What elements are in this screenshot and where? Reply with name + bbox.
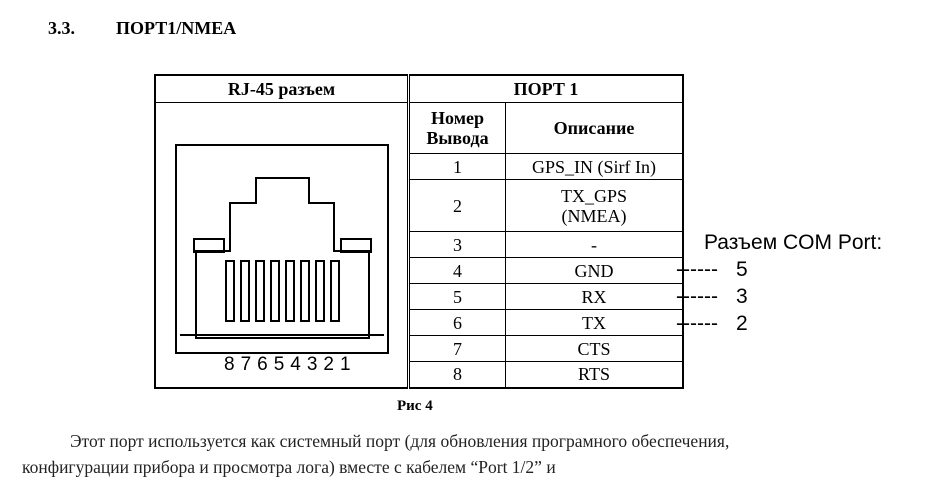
contact-4 — [286, 261, 294, 321]
pin-description: TX — [506, 310, 684, 336]
pin-number: 5 — [409, 284, 506, 310]
contact-6 — [256, 261, 264, 321]
pin-description: CTS — [506, 336, 684, 362]
port-header: ПОРТ 1 — [409, 75, 684, 103]
pin-number: 7 — [409, 336, 506, 362]
contact-8 — [226, 261, 234, 321]
com-port-row — [676, 285, 748, 309]
section-number: 3.3. — [48, 18, 75, 38]
contact-5 — [271, 261, 279, 321]
connector-dash: ------ — [676, 258, 718, 281]
contact-7 — [241, 261, 249, 321]
connector-header: RJ-45 разъем — [155, 75, 409, 103]
pin-description: TX_GPS (NMEA) — [506, 180, 684, 232]
pin-description: RTS — [506, 362, 684, 388]
com-port-title: Разъем COM Port: — [704, 231, 883, 254]
description-header: Описание — [506, 103, 684, 154]
pin-description: - — [506, 232, 684, 258]
figure-caption: Рис 4 — [397, 398, 433, 414]
paragraph-text: Этот порт используется как системный порт (для обновления програмного обеспечения, конфигурации прибора и просмотра лога) вместе с кабелем “Port 1/2” и — [22, 431, 730, 477]
pin-description: GPS_IN (Sirf In) — [506, 154, 684, 180]
pin-description: RX — [506, 284, 684, 310]
pin-number: 4 — [409, 258, 506, 284]
rj45-housing — [176, 145, 388, 353]
pinout-table — [154, 74, 684, 389]
com-pin: 2 — [736, 312, 748, 335]
pin-number: 3 — [409, 232, 506, 258]
rj45-contacts — [226, 261, 339, 321]
connector-dash: ------ — [676, 312, 718, 335]
pin-number: 8 — [409, 362, 506, 388]
pin-number-labels: 87654321 — [224, 354, 357, 375]
com-port-row — [676, 312, 748, 336]
contact-1 — [331, 261, 339, 321]
com-pin: 5 — [736, 258, 748, 281]
contact-2 — [316, 261, 324, 321]
pin-number: 2 — [409, 180, 506, 232]
section-title: ПОРТ1/NMEA — [116, 18, 237, 38]
rj45-jack-outline — [196, 178, 369, 338]
com-port-row — [676, 258, 748, 282]
section-heading — [48, 18, 236, 39]
body-paragraph — [22, 428, 834, 480]
contact-3 — [301, 261, 309, 321]
connector-dash: ------ — [676, 285, 718, 308]
pin-description: GND — [506, 258, 684, 284]
rj45-diagram-cell — [155, 103, 409, 388]
com-pin: 3 — [736, 285, 748, 308]
pin-number: 1 — [409, 154, 506, 180]
pin-number-header: Номер Вывода — [409, 103, 506, 154]
pin-number: 6 — [409, 310, 506, 336]
